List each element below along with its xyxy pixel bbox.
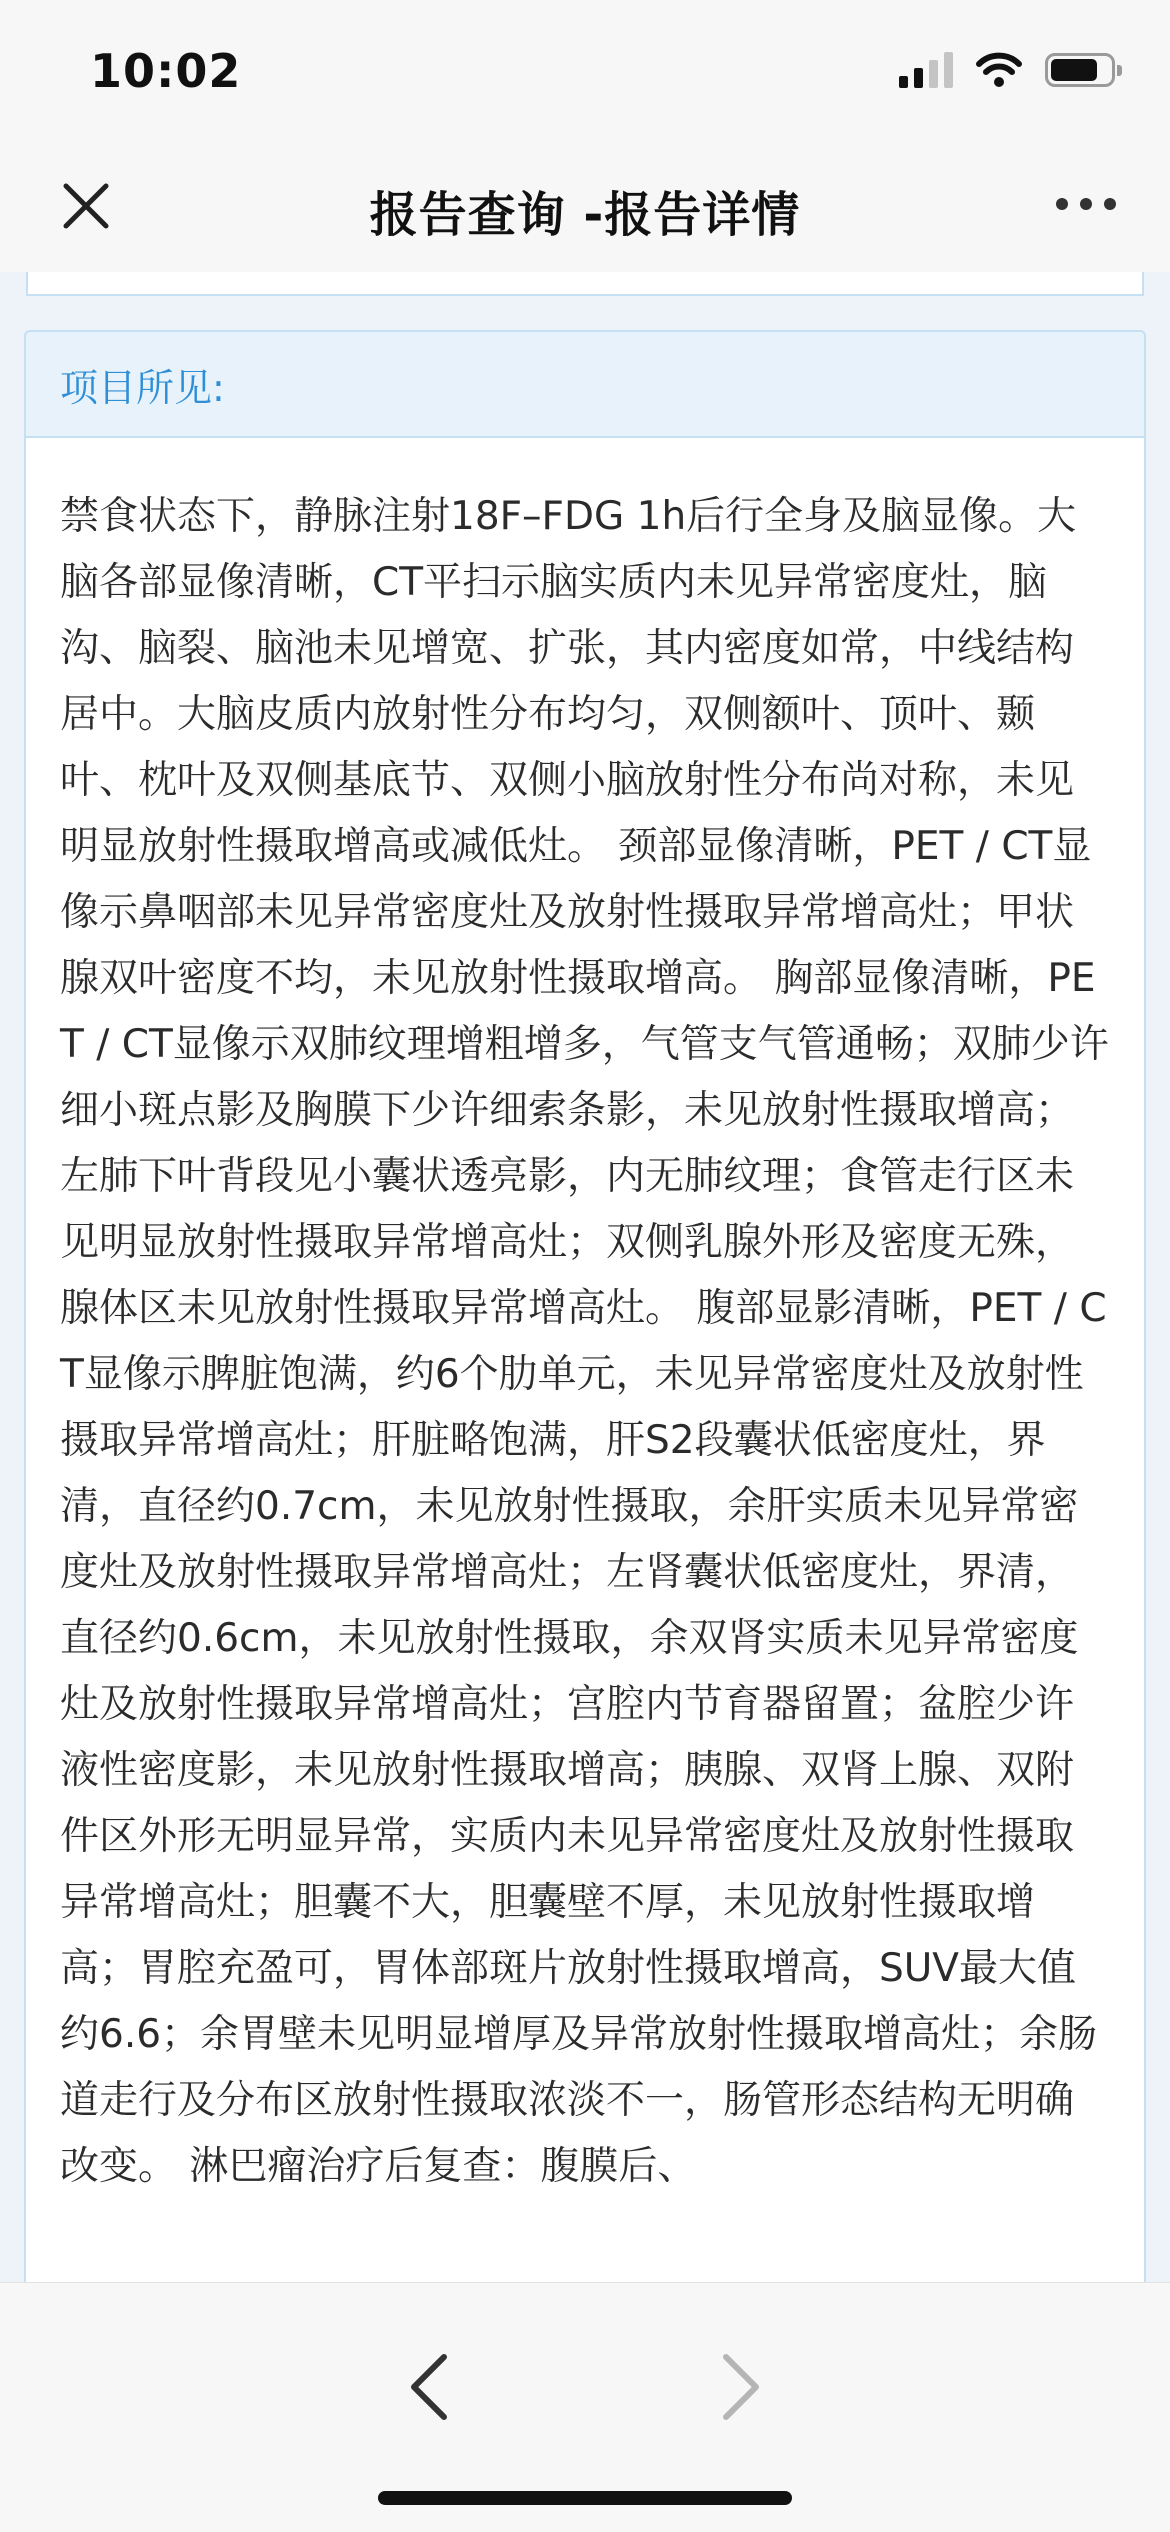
findings-body: [26, 438, 1144, 2200]
home-indicator[interactable]: [378, 2491, 792, 2505]
battery-fill: [1051, 59, 1097, 81]
status-bar: [0, 0, 1170, 140]
nav-bar: [0, 140, 1170, 272]
findings-text: 禁食状态下，静脉注射18F–FDG 1h后行全身及脑显像。大脑各部显像清晰，CT平扫示脑实质内未见异常密度灶，脑沟、脑裂、脑池未见增宽、扩张，其内密度如常，中线结构居中。大脑皮质内放射性分布均匀，双侧额叶、顶叶、颞叶、枕叶及双侧基底节、双侧小脑放射性分布尚对称，未见明显放射性摄取增高或减低灶。 颈部显像清晰，PET / CT显像示鼻咽部未见异常密度灶及放射性摄取异常增高灶；甲状腺双叶密度不均，未见放射性摄取增高。 胸部显像清晰，PET / CT显像示双肺纹理增粗增多，气管支气管通畅；双肺少许细小斑点影及胸膜下少许细索条影，未见放射性摄取增高；左肺下叶背段见小囊状透亮影，内无肺纹理；食管走行区未见明显放射性摄取异常增高灶；双侧乳腺外形及密度无殊，腺体区未见放射性摄取异常增高灶。 腹部显影清晰，PET / CT显像示脾脏饱满，约6个肋单元，未见异常密度灶及放射性摄取异常增高灶；肝脏略饱满，肝S2段囊状低密度灶，界清，直径约0.7cm，未见放射性摄取，余肝实质未见异常密度灶及放射性摄取异常增高灶；左肾囊状低密度灶，界清，直径约0.6cm，未见放射性摄取，余双肾实质未见异常密度灶及放射性摄取异常增高灶；宫腔内节育器留置；盆腔少许液性密度影，未见放射性摄取增高；胰腺、双肾上腺、双附件区外形无明显异常，实质内未见异常密度灶及放射性摄取异常增高灶；胆囊不大，胆囊壁不厚，未见放射性摄取增高；胃腔充盈可，胃体部斑片放射性摄取增高，SUV最大值约6.6；余胃壁未见明显增厚及异常放射性摄取增高灶；余肠道走行及分布区放射性摄取浓淡不一，肠管形态结构无明确改变。 淋巴瘤治疗后复查：腹膜后、: [60, 494, 1109, 2189]
wifi-icon: [975, 52, 1023, 88]
page-title: 报告查询 -报告详情: [369, 187, 801, 243]
status-icons: [899, 52, 1115, 88]
previous-card-edge: [26, 272, 1144, 296]
chevron-left-icon[interactable]: [402, 2349, 458, 2425]
battery-icon: [1045, 53, 1115, 87]
cellular-signal-icon: [899, 52, 953, 88]
findings-header: [26, 332, 1144, 438]
report-content-scroll[interactable]: [0, 272, 1170, 2282]
chevron-right-icon[interactable]: [712, 2349, 768, 2425]
more-icon[interactable]: [1056, 198, 1116, 214]
bottom-toolbar: [0, 2282, 1170, 2532]
findings-title: 项目所见:: [60, 365, 225, 410]
findings-card: [24, 330, 1146, 2282]
status-time: 10:02: [90, 44, 242, 98]
